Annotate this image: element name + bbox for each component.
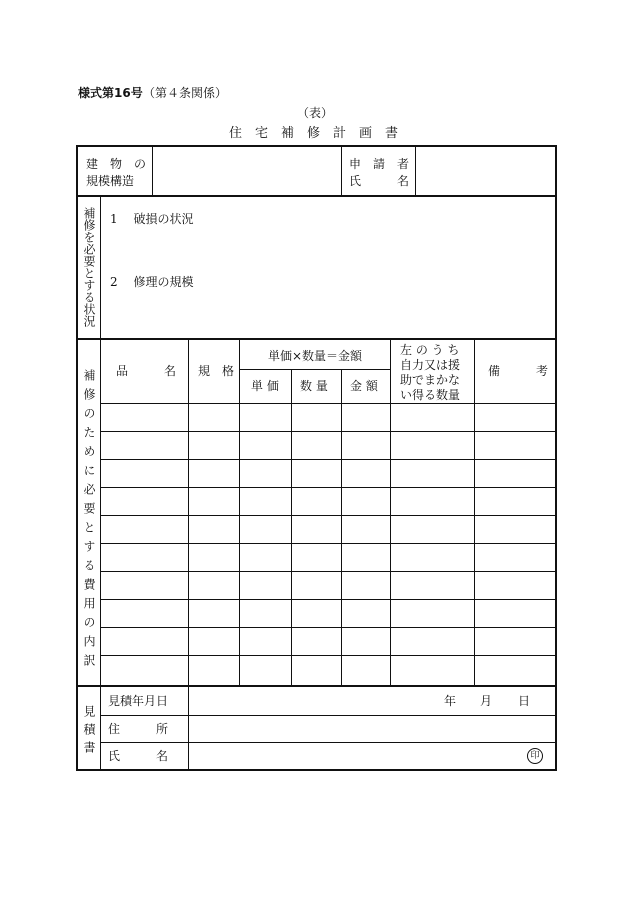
table-row[interactable] [100,431,555,432]
grid-line [78,338,555,340]
col-self-help-line2: 自力又は援 [400,358,461,372]
estimate-address-label: 住 所 [108,722,169,736]
estimate-year: 年 [444,694,457,708]
grid-line [78,195,555,197]
col-remarks: 備 考 [488,364,549,378]
estimate-day: 日 [518,694,531,708]
grid-line [291,369,292,685]
grid-line [390,340,391,685]
grid-line [188,340,189,685]
grid-line [239,369,390,370]
grid-line [100,403,555,404]
grid-line [188,687,189,769]
col-self-help-line3: 助でまかな [400,373,461,387]
table-row[interactable] [100,571,555,572]
applicant-label-line2: 氏 名 [349,174,410,188]
form-table [76,145,557,771]
building-label-line1: 建 物 の [86,157,147,171]
table-row[interactable] [100,459,555,460]
applicant-name-field[interactable] [416,147,555,195]
grid-line [78,685,555,687]
col-quantity: 数 量 [300,379,328,393]
applicant-label-line1: 申 請 者 [349,157,410,171]
col-spec: 規 格 [198,364,235,378]
seal-mark: 印 [527,748,543,764]
col-amount: 金 額 [350,379,378,393]
col-unit-price: 単 価 [251,379,279,393]
table-row[interactable] [100,655,555,656]
grid-line [100,742,555,743]
estimate-date-label: 見積年月日 [108,694,169,708]
col-self-help-line1: 左 の う ち [400,343,460,357]
building-label-line2: 規模構造 [86,174,135,188]
table-row[interactable] [100,627,555,628]
damage-status-item: 1 破損の状況 [110,212,194,226]
page-title: 住宅補修計画書 [228,126,411,141]
col-item-name: 品 名 [116,364,177,378]
table-row[interactable] [100,543,555,544]
cost-side-label: 補修のために必要とする費用の内訳 [82,369,96,673]
grid-line [100,197,101,769]
col-self-help-line4: い得る数量 [400,388,461,402]
estimate-month: 月 [480,694,493,708]
estimate-side-label: 見積書 [82,705,96,759]
col-formula: 単価×数量＝金額 [268,349,363,363]
repair-need-side-label: 補修を必要とする状況 [82,207,96,327]
repair-scale-item: 2 修理の規模 [110,275,194,289]
form-number: 様式第16号 [78,86,143,100]
table-row[interactable] [100,487,555,488]
estimate-name-label: 氏 名 [108,749,169,763]
grid-line [341,147,342,195]
grid-line [474,340,475,685]
side-note: （表） [296,106,333,120]
building-structure-field[interactable] [153,147,341,195]
form-relation: （第４条関係） [143,86,228,100]
grid-line [341,369,342,685]
grid-line [100,715,555,716]
table-row[interactable] [100,515,555,516]
grid-line [239,340,240,685]
table-row[interactable] [100,599,555,600]
